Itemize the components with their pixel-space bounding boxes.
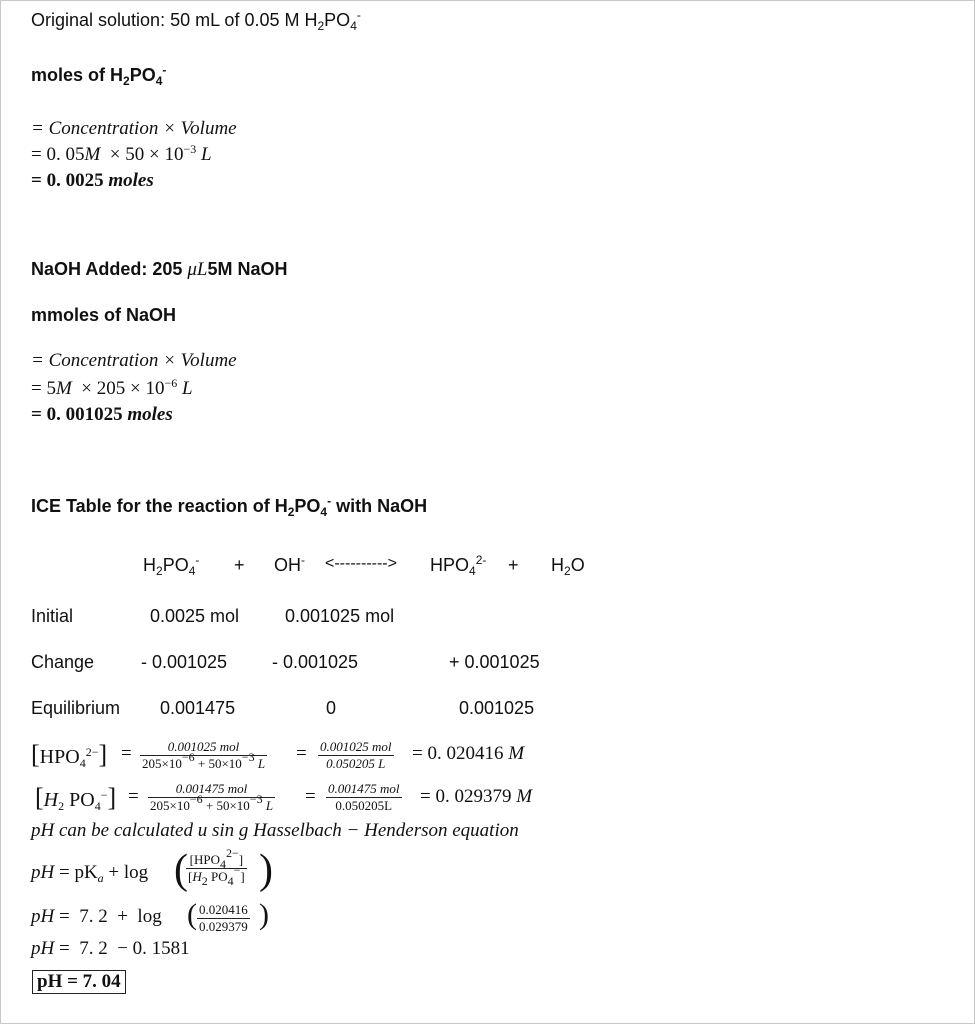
ice-row-change-c2: - 0.001025	[272, 652, 359, 672]
h2po4-fraction-1: 0.001475 mol $205\times 10^{-6} + 50\times 10^{-3}$ L	[150, 781, 274, 813]
reaction-plus-1: +	[234, 555, 245, 575]
naoh-line-3: = 0. 001025 moles	[31, 404, 173, 425]
hpo4-eq-sign-2: =	[296, 743, 307, 764]
ice-row-initial-label: Initial	[31, 606, 74, 626]
original-solution-line: Original solution: 50 mL of 0.05 M $H_2PO_4^-$	[31, 8, 361, 33]
ice-table-title: ICE Table for the reaction of $H_2PO_4^-$ with NaOH	[31, 494, 428, 519]
hasselbach-henderson-text: pH can be calculated u sin g Hasselbach − Henderson equation	[31, 820, 519, 841]
ice-row-initial-c2: 0.001025 mol	[285, 606, 395, 626]
naoh-line-2: = $5M \times 205 \times 10^{-6}$ L	[31, 376, 193, 399]
ice-row-change-c1: - 0.001025	[141, 652, 228, 672]
moles-heading: moles of $H_2PO_4^-$	[31, 63, 167, 88]
ice-row-change-label: Change	[31, 652, 95, 672]
naoh-added-heading: NaOH Added: 205 μL5M NaOH	[31, 259, 288, 280]
hpo4-fraction-2: 0.001025 mol 0.050205 L	[320, 739, 392, 771]
reaction-oh: OH-	[274, 553, 305, 575]
h2po4-concentration-label: [$H_2$ $PO_4^-$]	[35, 783, 117, 813]
reaction-h2po4: $H_2PO_4^-$	[143, 553, 200, 578]
reaction-plus-2: +	[508, 555, 519, 575]
ice-row-equilibrium-c1: 0.001475	[160, 698, 236, 718]
ph-eq2-fraction: $\frac{0.020416}{0.029379}$	[199, 902, 248, 934]
final-ph-answer: pH = 7. 04	[32, 970, 126, 994]
ice-row-equilibrium-label: Equilibrium	[31, 698, 121, 718]
ice-row-change-c3: + 0.001025	[449, 652, 540, 672]
h2po4-eq-sign-1: =	[128, 786, 139, 807]
reaction-water: $H_2O$	[551, 555, 585, 578]
ph-eq1-right-paren: )	[259, 847, 273, 893]
moles-line-3: = 0. 0025 moles	[31, 170, 154, 191]
ice-row-equilibrium-c2: 0	[326, 698, 337, 718]
moles-line-1: = Concentration × Volume	[31, 118, 237, 139]
mmoles-naoh-heading: mmoles of NaOH	[31, 305, 177, 325]
h2po4-result: = 0. 029379 M	[420, 786, 533, 807]
ph-eq2-left-paren: (	[187, 898, 197, 931]
ph-equation-3: pH = 7. 2 − 0. 1581	[31, 938, 190, 959]
ph-eq2-right-paren: )	[259, 898, 269, 931]
hpo4-eq-sign-1: =	[121, 743, 132, 764]
hpo4-concentration-label: $[HPO_4^{2-}]$	[31, 740, 108, 770]
ph-equation-1: pH = $pK_a + \log$	[31, 862, 149, 885]
h2po4-fraction-2: 0.001475 mol 0.050205L	[328, 781, 400, 813]
naoh-line-1: = Concentration × Volume	[31, 350, 237, 371]
hpo4-result: = 0. 020416 M	[412, 743, 525, 764]
hpo4-fraction-1: 0.001025 mol $205\times 10^{-6} + 50\times 10^{-3}$ L	[142, 739, 266, 771]
reaction-arrow: <---------->	[325, 555, 397, 572]
ph-eq1-fraction: $[HPO_4^{2-}]$ [$H_2$ $PO_4^-$]	[188, 846, 245, 888]
ice-row-equilibrium-c3: 0.001025	[459, 698, 535, 718]
moles-line-2: = 0. $05M \times 50 \times 10^{-3}$ L	[31, 142, 212, 165]
ph-eq1-left-paren: (	[174, 847, 188, 893]
h2po4-eq-sign-2: =	[305, 786, 316, 807]
reaction-hpo4: $HPO_4^{2-}$	[430, 553, 487, 578]
ice-row-initial-c1: 0.0025 mol	[150, 606, 240, 626]
ph-equation-2: pH = 7. 2 + log	[31, 906, 162, 927]
